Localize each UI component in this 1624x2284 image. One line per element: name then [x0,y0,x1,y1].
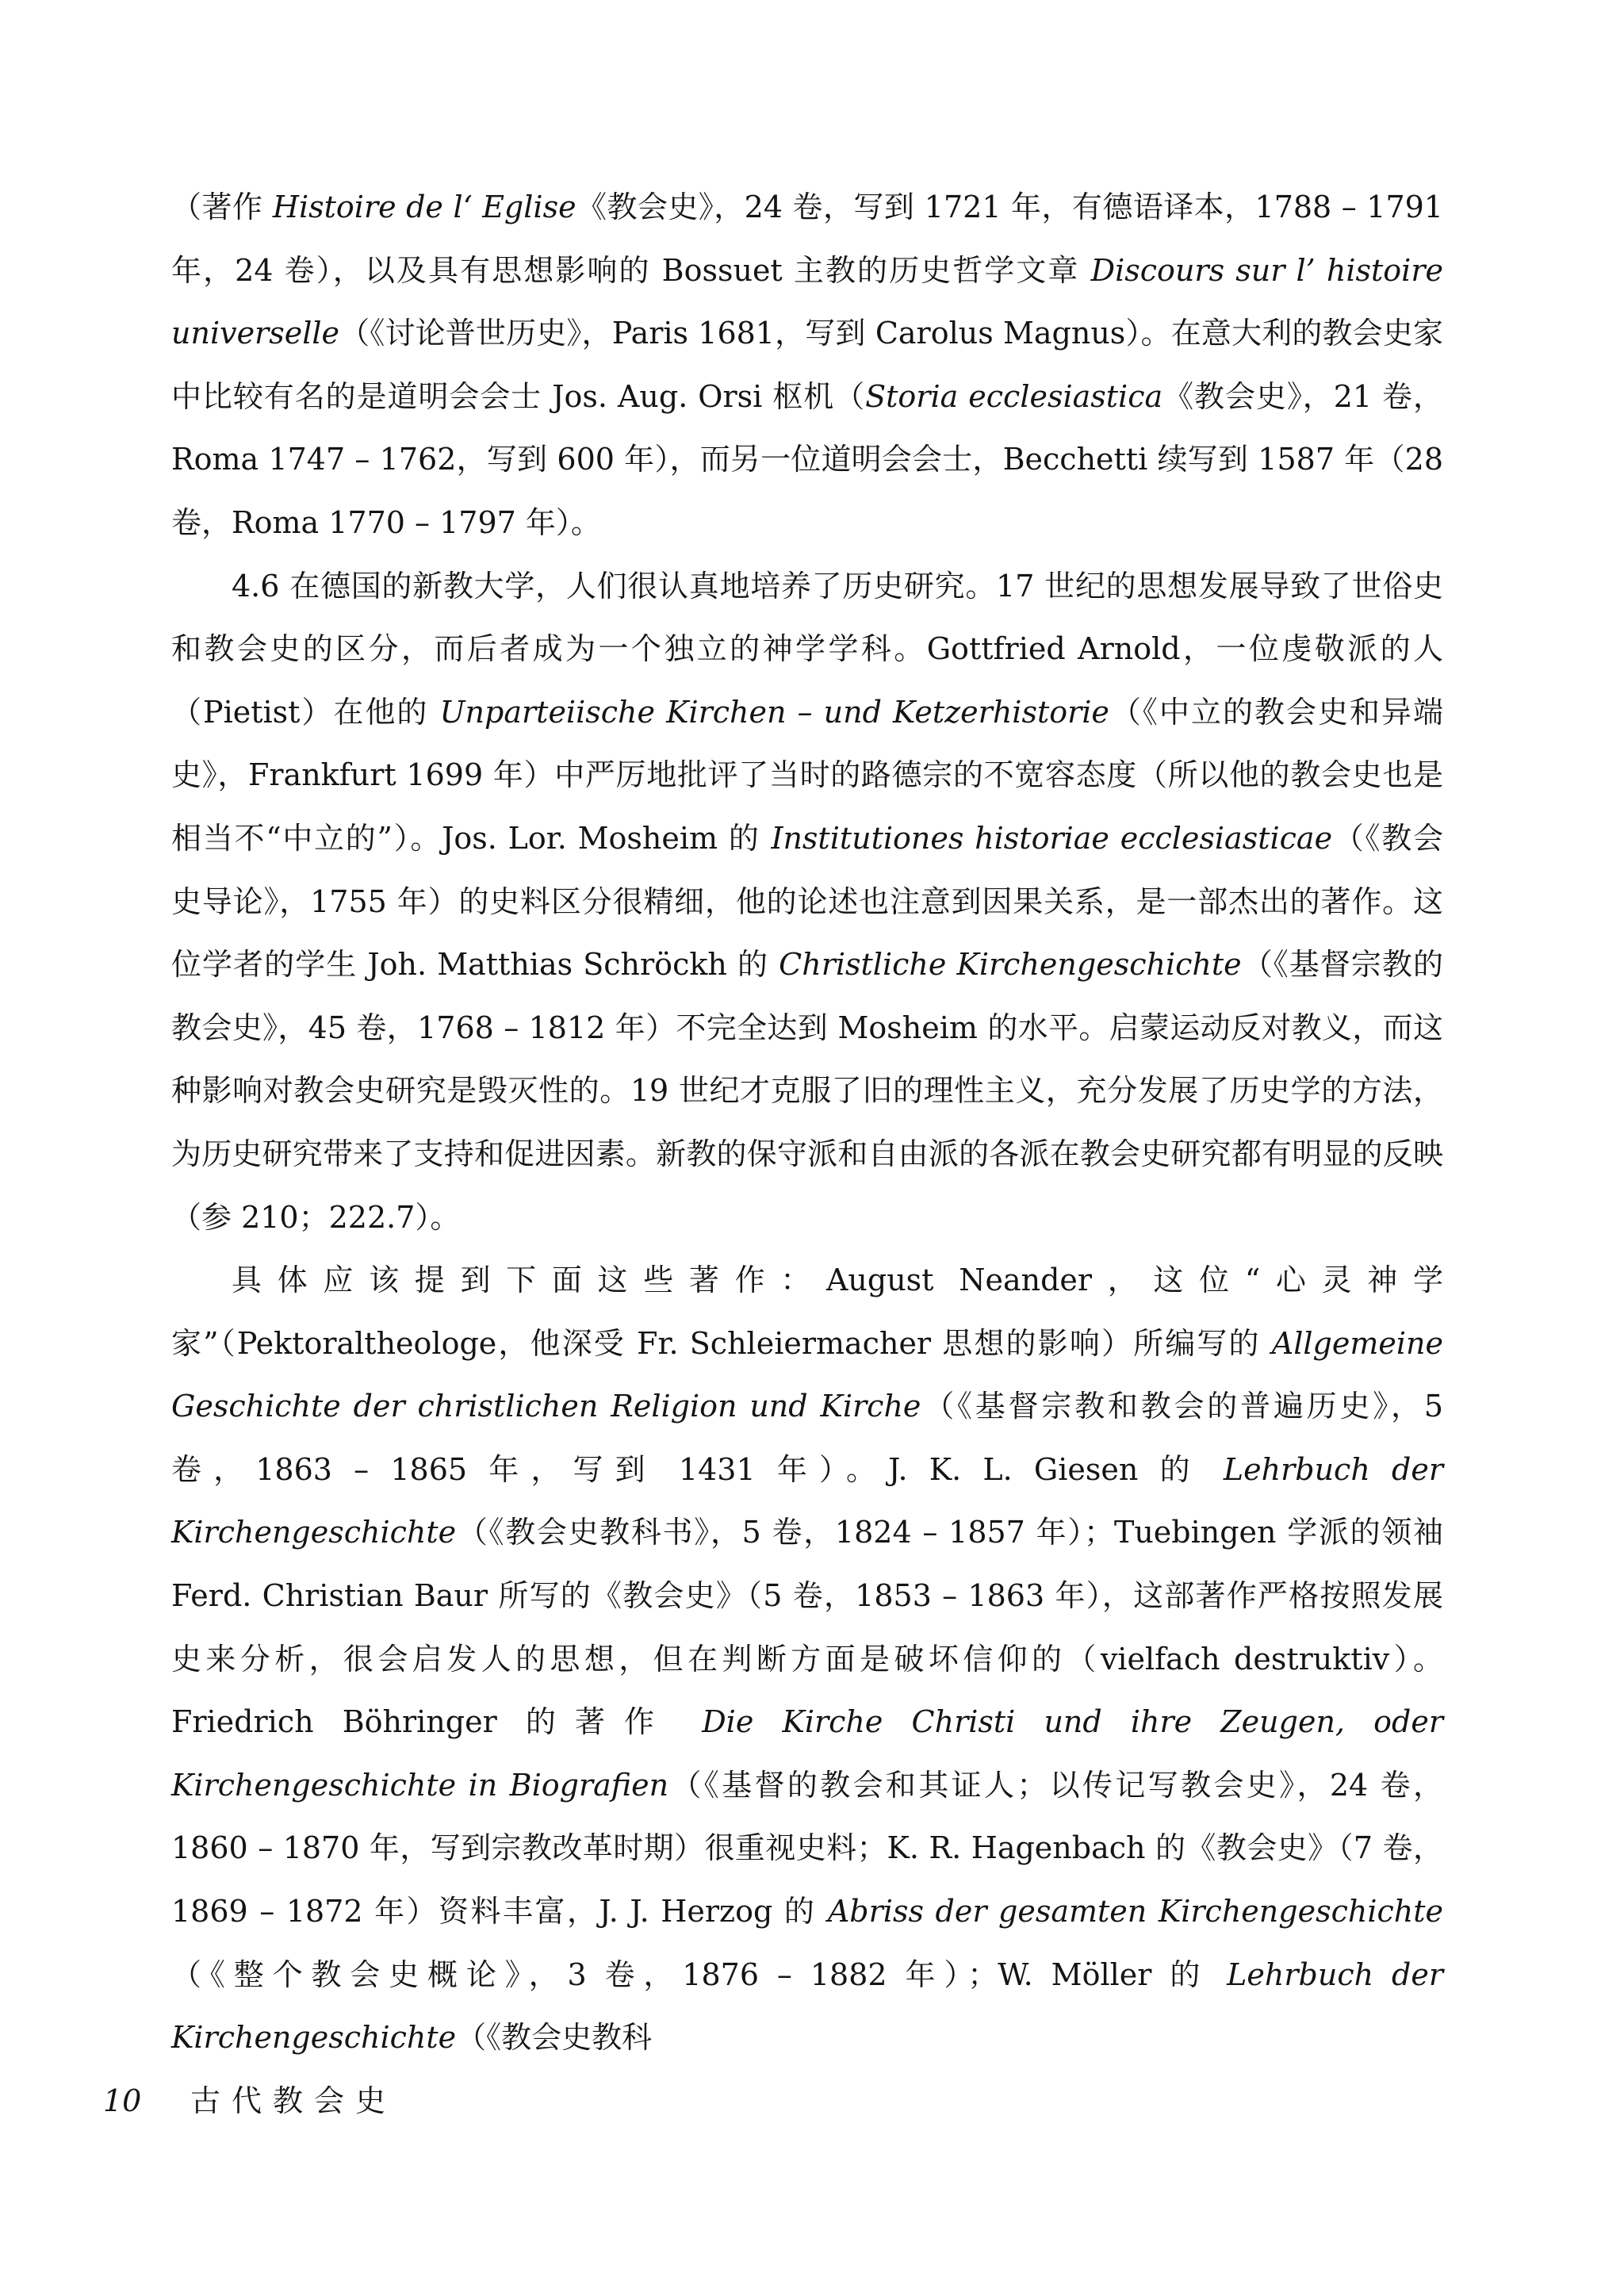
text-run: 《教会史》，21 卷，Roma 1747 – 1762，写到 600 年），而另一位道明会会士，Becchetti 续写到 1587 年（28 卷，Roma 1770 – 1797 年）。 [171,378,1443,540]
text-run: 《教会史》，24 卷，写到 1721 年，有德语译本，1788 – 1791 年，24 卷），以及具有思想影响的 Bossuet 主教的历史哲学文章 [171,190,1443,288]
italic-title: Abriss der gesamten Kirchengeschichte [827,1894,1443,1930]
page-number: 10 [103,2083,142,2118]
text-run: （《基督宗教的教会史》，45 卷，1768 – 1812 年）不完全达到 Mosheim 的水平。启蒙运动反对教义，而这种影响对教会史研究是毁灭性的。19 世纪才克服了旧的理性主义，充分发展了历史学的方法，为历史研究带来了支持和促进因素。新教的保守派和自由派的各派在教会史研究都有明显的反映（参 210；222.7）。 [171,947,1443,1235]
italic-title: Discours sur l’ histoire universelle [171,252,1443,351]
text-run: （《教会史教科 [456,2020,653,2056]
running-title: 古代教会史 [190,2083,397,2118]
page-footer [103,2076,396,2120]
paragraph [171,1249,1443,2070]
text-run: 具体应该提到下面这些著作：August Neander，这位“心灵神学家”（Pektoraltheologe，他深受 Fr. Schleiermacher 思想的影响）所编写的 [171,1263,1443,1361]
text-run: （《教会史教科书》，5 卷，1824 – 1857 年）；Tuebingen 学派的领袖 Ferd. Christian Baur 所写的《教会史》（5 卷，1853 – 1863 年），这部著作严格按照发展史来分析，很会启发人的思想，但在判断方面是破坏信仰的（vielfach destruktiv）。Friedrich Böhringer 的著作 [171,1515,1443,1740]
text-run: （著作 [171,190,273,224]
text-run: （《教会史导论》，1755 年）的史料区分很精细，他的论述也注意到因果关系，是一部杰出的著作。这位学者的学生 Joh. Matthias Schröckh 的 [171,820,1443,983]
italic-title: Lehrbuch der Kirchengeschichte [171,1956,1443,2056]
italic-title: Christliche Kirchengeschichte [779,947,1242,983]
italic-title: Institutiones historiae ecclesiasticae [771,820,1333,856]
body-text [171,176,1443,2070]
text-run: （《讨论普世历史》，Paris 1681，写到 Carolus Magnus）。在意大利的教会史家中比较有名的是道明会会士 Jos. Aug. Orsi 枢机（ [171,316,1443,414]
italic-title: Die Kirche Christi und ihre Zeugen, oder Kirchengeschichte in Biografien [171,1704,1444,1803]
italic-title: Allgemeine Geschichte der christlichen Religion und Kirche [171,1325,1443,1424]
italic-title: Histoire de l‘ Eglise [272,190,576,224]
italic-title: Unparteiische Kirchen – und Ketzerhistorie [439,694,1109,730]
text-run: （《整个教会史概论》，3 卷，1876 – 1882 年）；W. Möller 的 [171,1956,1228,1992]
text-run: （《基督宗教和教会的普遍历史》，5 卷，1863 – 1865 年，写到 1431 年）。J. K. L. Giesen 的 [171,1389,1443,1487]
text-run: （《中立的教会史和异端史》，Frankfurt 1699 年）中严厉地批评了当时的路德宗的不宽容态度（所以他的教会史也是相当不“中立的”）。Jos. Lor. Mosheim 的 [171,694,1443,856]
paragraph [171,555,1443,1250]
italic-title: Storia ecclesiastica [865,378,1163,414]
paragraph [171,176,1443,555]
italic-title: Lehrbuch der Kirchengeschichte [171,1451,1443,1550]
text-run: （《基督的教会和其证人；以传记写教会史》，24 卷，1860 – 1870 年，写到宗教改革时期）很重视史料；K. R. Hagenbach 的《教会史》（7 卷，1869 – 1872 年）资料丰富，J. J. Herzog 的 [171,1767,1444,1930]
text-run: 4.6 在德国的新教大学，人们很认真地培养了历史研究。17 世纪的思想发展导致了世俗史和教会史的区分，而后者成为一个独立的神学学科。Gottfried Arnold，一位虔敬派的人（Pietist）在他的 [171,568,1443,730]
